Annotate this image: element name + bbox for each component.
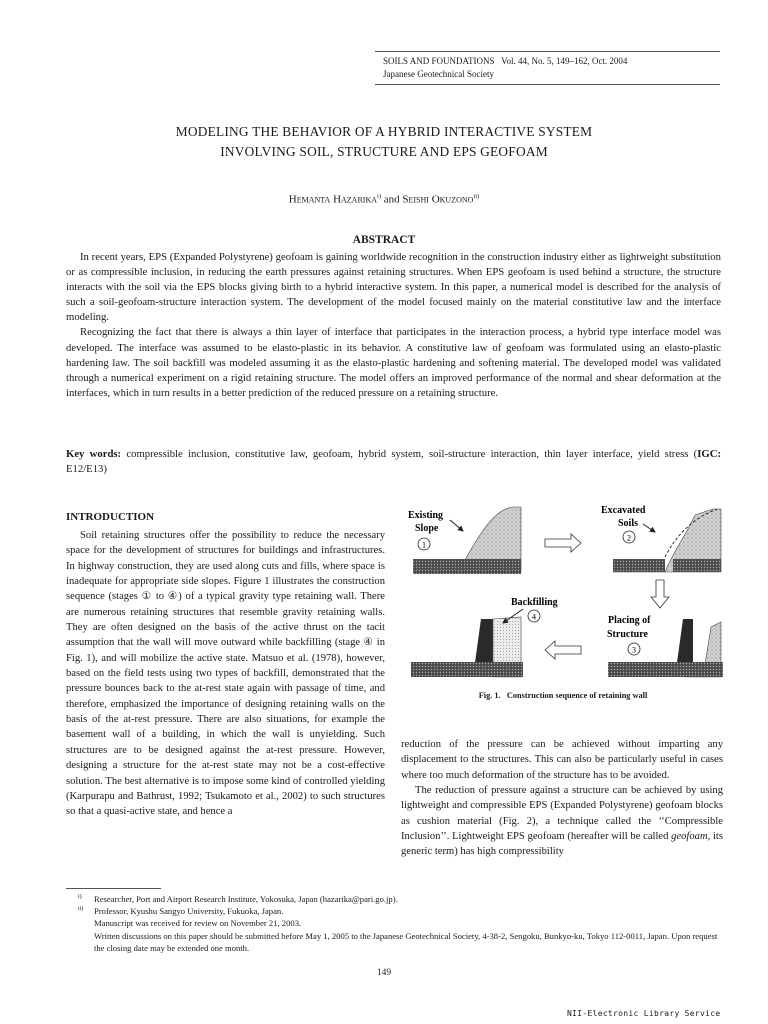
footnote-2-mark: ii)	[78, 906, 84, 913]
label-existing: Existing	[408, 510, 444, 521]
stage-1-number: 1	[422, 540, 426, 550]
header-rule-top	[375, 51, 720, 52]
abstract-paragraph-2: Recognizing the fact that there is always a thin layer of interface that participates in the interaction process, a hybrid type interface model was developed. The interface was assumed to be elasto-plastic in its behavior. A constitutive law of geofoam was formulated using an elasto-plastic hardening law. The soil backfill was modeled assuming it as the elasto-plastic hardening and softening material. The developed model was validated through a numerical experiment on a rigid retaining structure. The model offers an improved performance of the normal and shear deformation at the interfaces, which in turn results in a better prediction of the reduced pressure on a retaining structure.	[66, 326, 721, 399]
footnotes	[66, 893, 726, 954]
paragraph-3-part-b: , its generic term) has high compressibility	[401, 831, 724, 858]
introduction-paragraph-1: Soil retaining structures offer the possibility to reduce the necessary space for the development of structures for buildings and infrastructures. In highway construction, they are used along cuts and fills, where space is inadequate for appropriate side slopes. Figure 1 illustrates the construction sequence (stages ① to ④) of a typical gravity type retaining wall. There are numerous retaining structures that resemble gravity retaining walls. They are often designed on the basis of the active thrust on the tacit assumption that the wall will move outward while backfilling (stage ④ in Fig. 1), and will mobilize the active state. Matsuo et al. (1978), however, based on the field tests using two types of backfill, demonstrated that the pressure bounces back to the at-rest state again with passage of time, and therefore, emphasized the importance of designing retaining walls on the basis of the at-rest pressure. There are also situations, for example the basement wall of a building, in which the wall is unyielding. Such structures are to be designed against the at-rest pressure. However, designing a structure for the at-rest state may not be a cost-effective solution. The best alternative is to impose some kind of controlled yielding (Karpurapu and Bathrust, 1992; Tsukamoto et al., 2002) to such structures so that a quasi-active state, and hence a	[66, 530, 385, 818]
author-1: Hemanta Hazarika	[288, 193, 378, 206]
header-rule-bottom	[375, 84, 720, 85]
abstract-heading: ABSTRACT	[352, 234, 416, 246]
paragraph-3-part-a: The reduction of pressure against a structure can be achieved by using lightweight and compressible EPS (Expanded Polystyrene) geofoam blocks as cushion material (Fig. 2), a technique called the ‘‘Compressible Inclusion’’. Lightweight EPS geofoam (hereafter will be called	[401, 785, 723, 843]
footnote-1-mark: i)	[78, 894, 82, 900]
journal-header	[383, 55, 627, 81]
footnote-1	[66, 893, 726, 905]
arrow-stage-2-to-3	[651, 580, 669, 608]
journal-citation: SOILS AND FOUNDATIONS Vol. 44, No. 5, 149–162, Oct. 2004	[383, 56, 628, 66]
introduction-right-column	[401, 737, 723, 860]
label-soils: Soils	[618, 518, 639, 529]
author-conjunction: and	[381, 193, 403, 206]
journal-society: Japanese Geotechnical Society	[383, 69, 494, 79]
label-backfilling: Backfilling	[511, 597, 558, 608]
figure-1-caption	[403, 691, 723, 700]
stage-2-excavated-soils	[601, 505, 721, 572]
stage-3-placing-structure	[607, 615, 723, 677]
stage-4-number: 4	[532, 612, 536, 622]
figure-caption-text: Construction sequence of retaining wall	[506, 691, 648, 700]
library-service-footer: NII-Electronic Library Service	[567, 1009, 721, 1018]
title-line-2: INVOLVING SOIL, STRUCTURE AND EPS GEOFOAM	[220, 144, 548, 159]
abstract-body	[66, 250, 721, 401]
figure-caption-label: Fig. 1.	[478, 691, 501, 700]
abstract-paragraph-1: In recent years, EPS (Expanded Polystyrene) geofoam is gaining worldwide recognition in the construction industry either as lightweight substitution or as compressible inclusion, in reducing the earth pressures against retaining structures. When EPS geofoam is used behind a structure, the structure interacts with the soil via the EPS blocks giving birth to a hybrid interactive system. In this paper, a numerical model is described for the analysis of such a soil-geofoam-structure interaction system. The development of the model focused mainly on the material constitutive law and the interface modeling.	[66, 251, 721, 324]
igc-codes: E12/E13)	[66, 463, 107, 475]
footnote-1-text: Researcher, Port and Airport Research Institute, Yokosuka, Japan (hazarika@pari.go.jp).	[94, 894, 398, 904]
author-line	[0, 193, 768, 206]
page-number: 149	[376, 968, 392, 978]
keywords	[66, 447, 721, 477]
paper-title	[0, 122, 768, 162]
stage-4-backfilling	[411, 597, 558, 677]
title-line-1: MODELING THE BEHAVIOR OF A HYBRID INTERACTIVE SYSTEM	[175, 124, 593, 139]
introduction-paragraph-2: reduction of the pressure can be achieved without imparting any displacement to the structures. This can also be particularly useful in cases where too much deformation of the structure has to be avoided.	[401, 739, 723, 781]
label-excavated: Excavated	[601, 505, 646, 516]
introduction-paragraph-3	[401, 783, 723, 860]
stage-3-number: 3	[632, 645, 636, 655]
igc-label: IGC:	[697, 448, 721, 460]
label-slope: Slope	[415, 523, 439, 534]
stage-2-number: 2	[627, 533, 631, 543]
arrow-stage-1-to-2	[545, 534, 581, 552]
author-2-mark: ii)	[473, 193, 480, 200]
label-placing-of: Placing of	[608, 615, 651, 626]
keywords-label: Key words:	[66, 448, 122, 460]
discussion-note: Written discussions on this paper should be submitted before May 1, 2005 to the Japanese Geotechnical Society, 4-38-2, Sengoku, Bunkyo-ku, Tokyo 112-0011, Japan. Upon request the closing date may be extended one month.	[94, 930, 718, 953]
footnote-2-text: Professor, Kyushu Sangyo University, Fukuoka, Japan.	[94, 906, 284, 917]
introduction-left-column	[66, 528, 385, 820]
author-2: Seishi Okuzono	[402, 193, 474, 206]
figure-1-construction-sequence	[403, 497, 723, 687]
arrow-stage-3-to-4	[545, 641, 581, 659]
manuscript-note: Manuscript was received for review on November 21, 2003.	[94, 918, 302, 929]
label-structure: Structure	[607, 629, 648, 640]
introduction-heading: INTRODUCTION	[66, 511, 155, 523]
footnote-2	[66, 905, 726, 917]
keywords-text: compressible inclusion, constitutive law, geofoam, hybrid system, soil-structure interaction, thin layer interface, yield stress (	[121, 448, 698, 460]
paragraph-3-italic-term: geofoam	[671, 831, 708, 843]
stage-1-existing-slope	[408, 507, 521, 574]
footnote-rule	[66, 888, 161, 889]
author-1-mark: i)	[377, 193, 381, 200]
